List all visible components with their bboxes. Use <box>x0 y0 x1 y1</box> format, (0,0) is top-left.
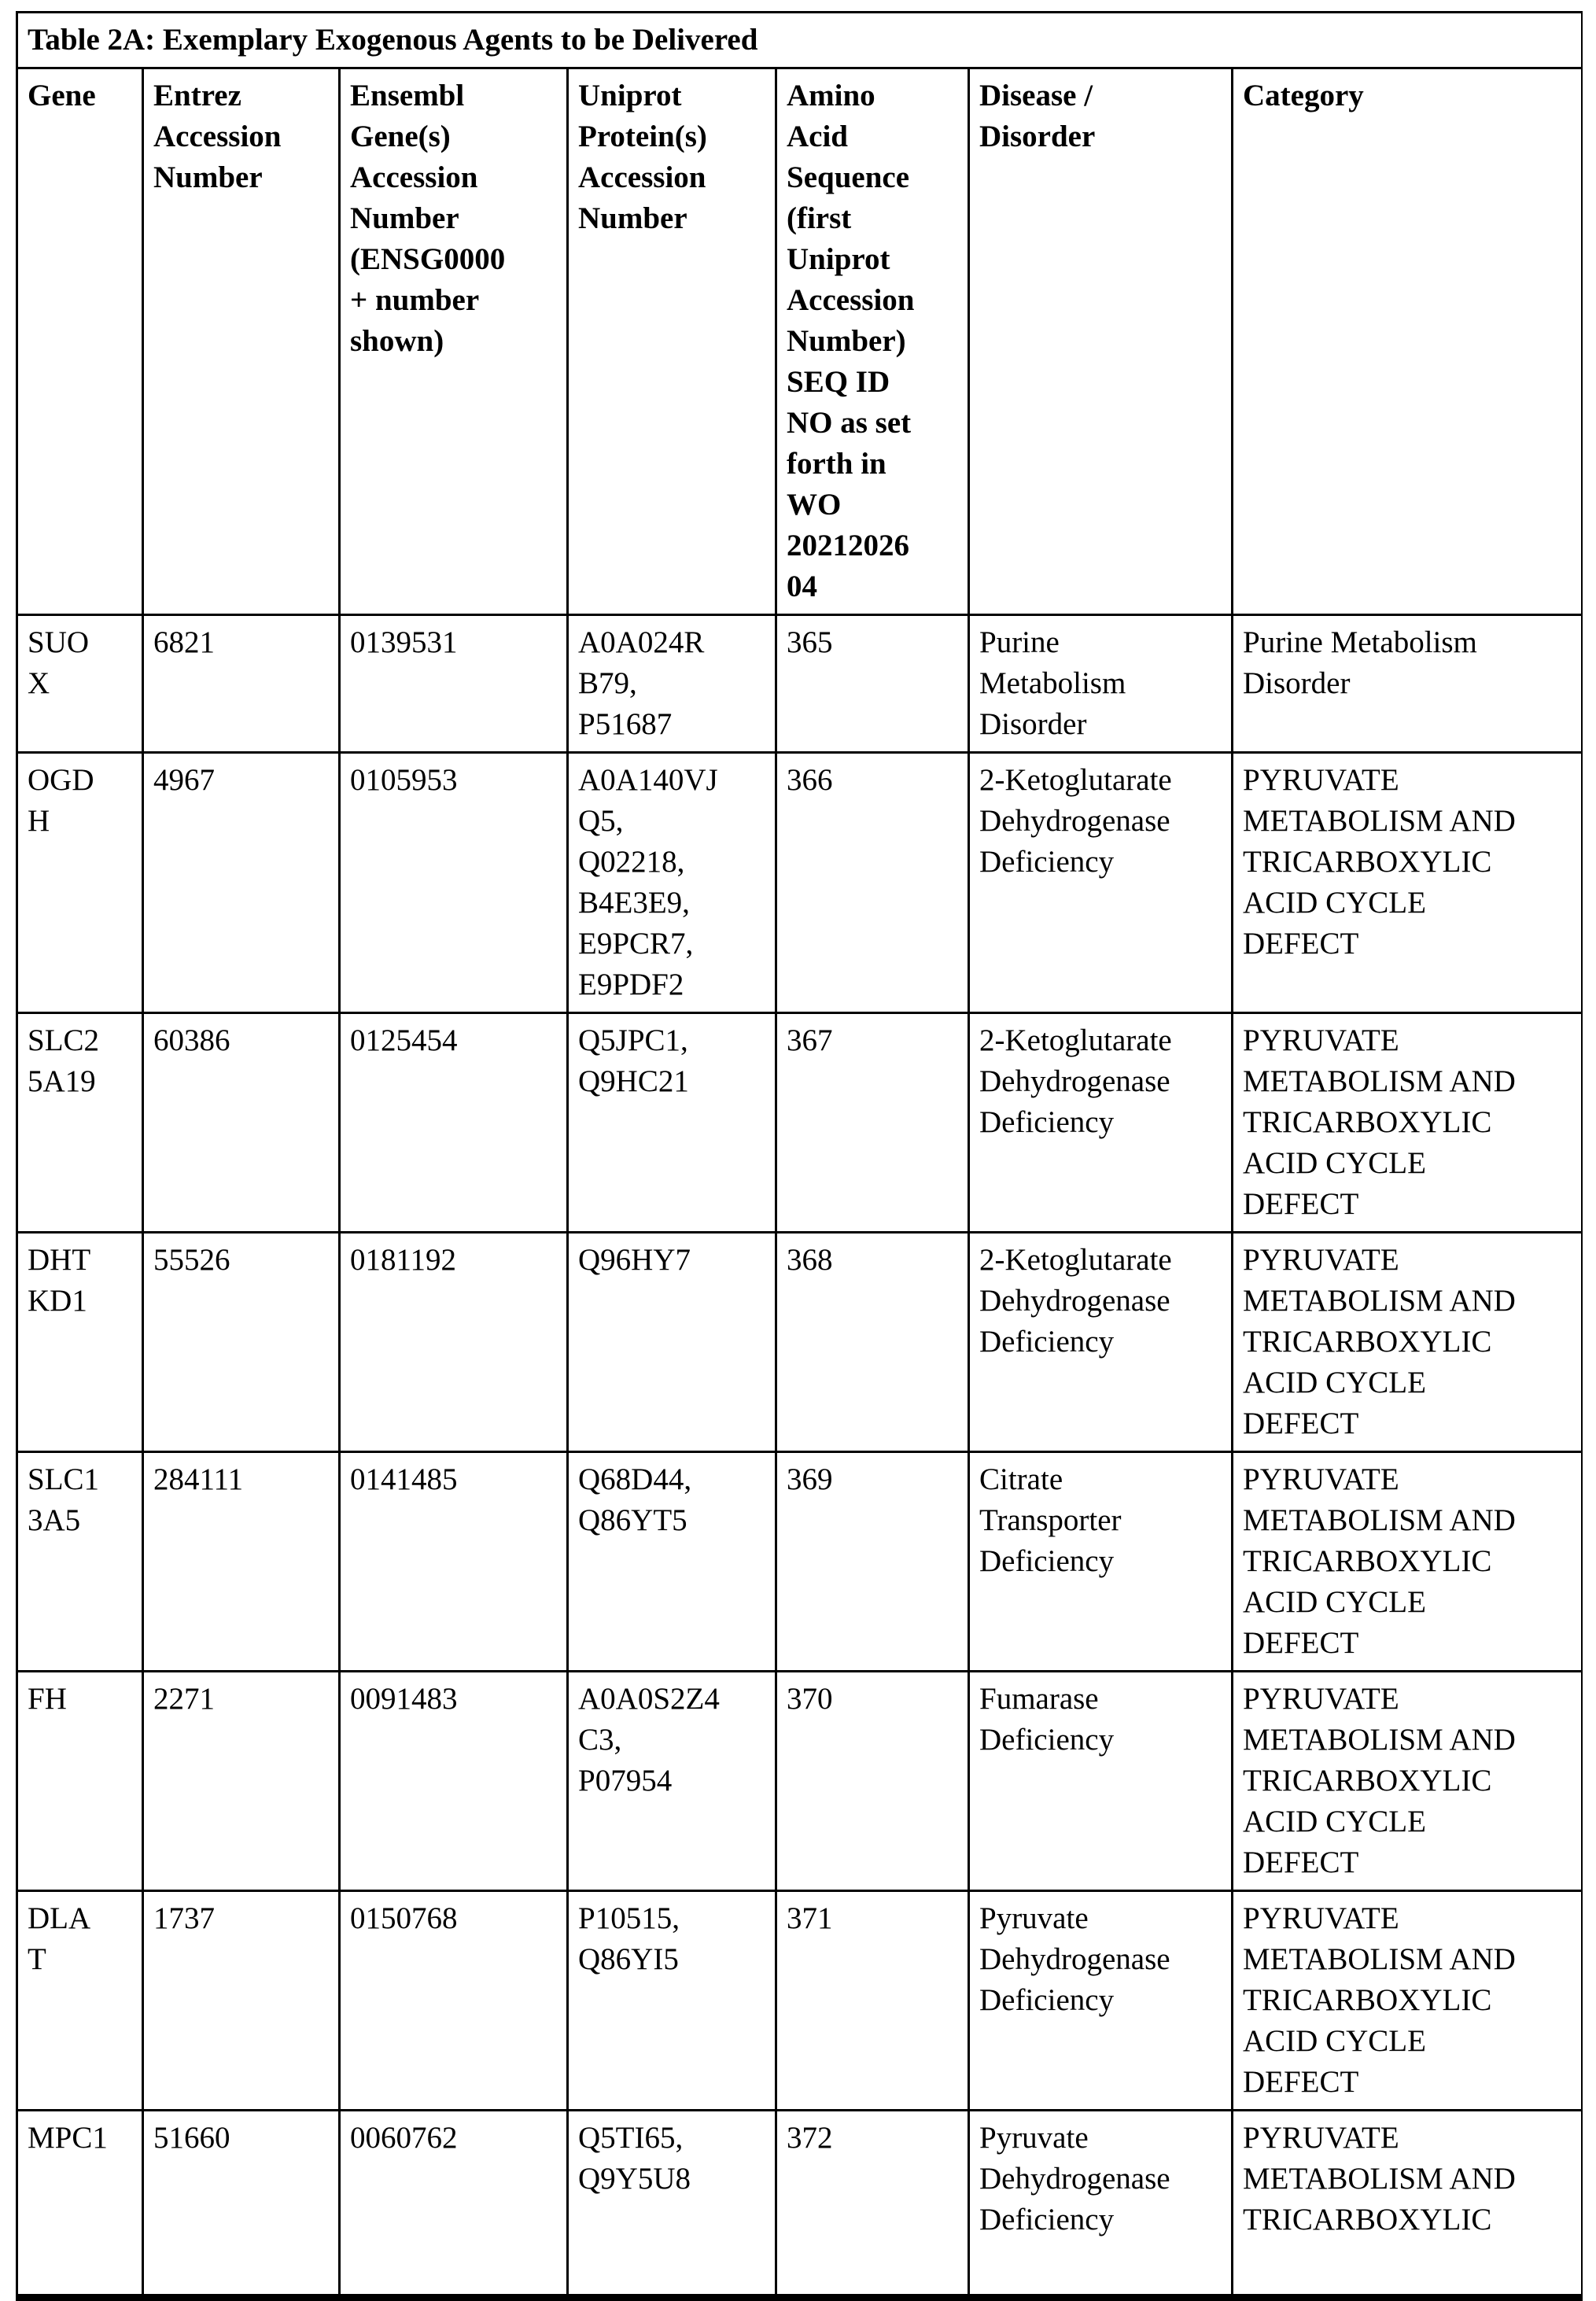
cell-entrez: 2271 <box>143 1672 340 1891</box>
table-row <box>17 1452 1583 1672</box>
cell-amino: 369 <box>776 1452 969 1672</box>
column-header-gene: Gene <box>17 68 143 615</box>
cell-category: PYRUVATE METABOLISM AND TRICARBOXYLIC ACID CYCLE DEFECT <box>1233 753 1583 1013</box>
exogenous-agents-table <box>16 11 1583 2301</box>
page-bottom-cut-line <box>16 2294 1583 2301</box>
cell-uniprot: Q68D44, Q86YT5 <box>568 1452 776 1672</box>
cell-ensembl: 0150768 <box>340 1891 568 2111</box>
cell-category: PYRUVATE METABOLISM AND TRICARBOXYLIC ACID CYCLE DEFECT <box>1233 1013 1583 1233</box>
cell-amino: 371 <box>776 1891 969 2111</box>
cell-category: PYRUVATE METABOLISM AND TRICARBOXYLIC ACID CYCLE DEFECT <box>1233 1452 1583 1672</box>
cell-entrez: 1737 <box>143 1891 340 2111</box>
cell-gene: SLC2 5A19 <box>17 1013 143 1233</box>
cell-gene: SUO X <box>17 615 143 753</box>
cell-uniprot: P10515, Q86YI5 <box>568 1891 776 2111</box>
cell-category: PYRUVATE METABOLISM AND TRICARBOXYLIC <box>1233 2111 1583 2301</box>
cell-disease: Purine Metabolism Disorder <box>969 615 1233 753</box>
cell-entrez: 284111 <box>143 1452 340 1672</box>
cell-uniprot: A0A140VJ Q5, Q02218, B4E3E9, E9PCR7, E9PDF2 <box>568 753 776 1013</box>
column-header-uniprot: Uniprot Protein(s) Accession Number <box>568 68 776 615</box>
cell-category: PYRUVATE METABOLISM AND TRICARBOXYLIC ACID CYCLE DEFECT <box>1233 1672 1583 1891</box>
table-title: Table 2A: Exemplary Exogenous Agents to be Delivered <box>17 13 1583 68</box>
cell-disease: Pyruvate Dehydrogenase Deficiency <box>969 1891 1233 2111</box>
table-row <box>17 1891 1583 2111</box>
table-row <box>17 1672 1583 1891</box>
cell-uniprot: Q5TI65, Q9Y5U8 <box>568 2111 776 2301</box>
column-header-amino: Amino Acid Sequence (first Uniprot Accession Number) SEQ ID NO as set forth in WO 20212026 04 <box>776 68 969 615</box>
cell-uniprot: A0A0S2Z4 C3, P07954 <box>568 1672 776 1891</box>
cell-ensembl: 0139531 <box>340 615 568 753</box>
cell-disease: 2-Ketoglutarate Dehydrogenase Deficiency <box>969 1013 1233 1233</box>
cell-gene: DLA T <box>17 1891 143 2111</box>
cell-entrez: 60386 <box>143 1013 340 1233</box>
cell-disease: 2-Ketoglutarate Dehydrogenase Deficiency <box>969 1233 1233 1452</box>
cell-amino: 368 <box>776 1233 969 1452</box>
table-row <box>17 753 1583 1013</box>
title-row <box>17 13 1583 68</box>
cell-entrez: 51660 <box>143 2111 340 2301</box>
table-page-region <box>16 11 1583 2301</box>
cell-ensembl: 0125454 <box>340 1013 568 1233</box>
column-header-disease: Disease / Disorder <box>969 68 1233 615</box>
cell-amino: 366 <box>776 753 969 1013</box>
cell-entrez: 4967 <box>143 753 340 1013</box>
column-header-ensembl: Ensembl Gene(s) Accession Number (ENSG0000 + number shown) <box>340 68 568 615</box>
cell-uniprot: A0A024R B79, P51687 <box>568 615 776 753</box>
cell-uniprot: Q5JPC1, Q9HC21 <box>568 1013 776 1233</box>
cell-disease: Pyruvate Dehydrogenase Deficiency <box>969 2111 1233 2301</box>
cell-ensembl: 0091483 <box>340 1672 568 1891</box>
cell-gene: SLC1 3A5 <box>17 1452 143 1672</box>
cell-gene: OGD H <box>17 753 143 1013</box>
table-row <box>17 1233 1583 1452</box>
cell-gene: DHT KD1 <box>17 1233 143 1452</box>
table-row <box>17 1013 1583 1233</box>
cell-amino: 370 <box>776 1672 969 1891</box>
cell-ensembl: 0141485 <box>340 1452 568 1672</box>
cell-category: PYRUVATE METABOLISM AND TRICARBOXYLIC ACID CYCLE DEFECT <box>1233 1891 1583 2111</box>
cell-uniprot: Q96HY7 <box>568 1233 776 1452</box>
table-row <box>17 615 1583 753</box>
cell-ensembl: 0181192 <box>340 1233 568 1452</box>
cell-disease: 2-Ketoglutarate Dehydrogenase Deficiency <box>969 753 1233 1013</box>
cell-disease: Fumarase Deficiency <box>969 1672 1233 1891</box>
cell-amino: 367 <box>776 1013 969 1233</box>
cell-ensembl: 0105953 <box>340 753 568 1013</box>
table-body <box>17 615 1583 2301</box>
table-row <box>17 2111 1583 2301</box>
column-header-category: Category <box>1233 68 1583 615</box>
cell-amino: 365 <box>776 615 969 753</box>
cell-gene: MPC1 <box>17 2111 143 2301</box>
cell-ensembl: 0060762 <box>340 2111 568 2301</box>
cell-entrez: 55526 <box>143 1233 340 1452</box>
cell-amino: 372 <box>776 2111 969 2301</box>
cell-gene: FH <box>17 1672 143 1891</box>
header-row <box>17 68 1583 615</box>
cell-disease: Citrate Transporter Deficiency <box>969 1452 1233 1672</box>
cell-entrez: 6821 <box>143 615 340 753</box>
cell-category: Purine Metabolism Disorder <box>1233 615 1583 753</box>
column-header-entrez: Entrez Accession Number <box>143 68 340 615</box>
cell-category: PYRUVATE METABOLISM AND TRICARBOXYLIC ACID CYCLE DEFECT <box>1233 1233 1583 1452</box>
